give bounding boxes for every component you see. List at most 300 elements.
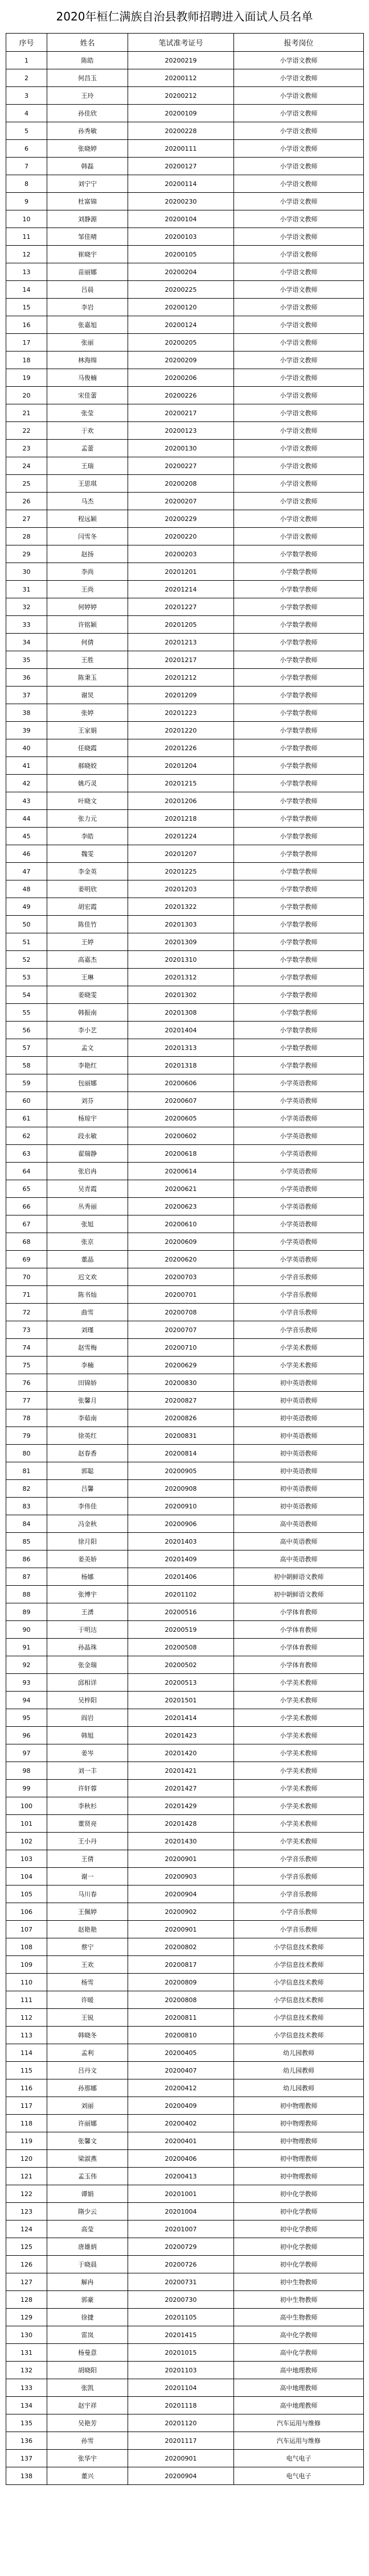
cell-position: 小学美术教师 xyxy=(234,1797,364,1815)
cell-position: 小学体育教师 xyxy=(234,1656,364,1674)
cell-position: 小学语文教师 xyxy=(234,510,364,528)
cell-position: 小学语文教师 xyxy=(234,246,364,263)
cell-exam-number: 20200412 xyxy=(128,2079,234,2097)
cell-position: 初中朝鲜语文教师 xyxy=(234,1586,364,1603)
cell-index: 123 xyxy=(6,2203,47,2221)
header-position: 报考岗位 xyxy=(234,34,364,52)
cell-exam-number: 20200910 xyxy=(128,1498,234,1515)
table-row xyxy=(6,2344,364,2362)
table-row xyxy=(6,739,364,757)
cell-name: 曲雪 xyxy=(47,1304,128,1321)
cell-position: 小学数学教师 xyxy=(234,916,364,933)
cell-exam-number: 20200602 xyxy=(128,1127,234,1145)
cell-name: 赵雪梅 xyxy=(47,1339,128,1357)
cell-index: 32 xyxy=(6,598,47,616)
cell-position: 初中生物教师 xyxy=(234,2273,364,2291)
cell-exam-number: 20200802 xyxy=(128,1938,234,1956)
cell-name: 赵春香 xyxy=(47,1445,128,1462)
cell-index: 93 xyxy=(6,1674,47,1692)
cell-index: 47 xyxy=(6,863,47,880)
table-row xyxy=(6,775,364,792)
table-row xyxy=(6,545,364,563)
cell-name: 徐英红 xyxy=(47,1427,128,1445)
cell-position: 小学语文教师 xyxy=(234,369,364,387)
cell-index: 58 xyxy=(6,1057,47,1074)
table-row xyxy=(6,1145,364,1163)
table-row xyxy=(6,1462,364,1480)
cell-name: 王倩 xyxy=(47,1850,128,1868)
table-row xyxy=(6,616,364,634)
table-row xyxy=(6,1251,364,1268)
table-row xyxy=(6,1286,364,1304)
cell-position: 初中物理教师 xyxy=(234,2150,364,2168)
table-row xyxy=(6,2221,364,2238)
table-row xyxy=(6,951,364,969)
table-row xyxy=(6,2203,364,2221)
cell-index: 129 xyxy=(6,2309,47,2326)
cell-name: 杨娜 xyxy=(47,1568,128,1586)
cell-index: 10 xyxy=(6,210,47,228)
cell-position: 小学英语教师 xyxy=(234,1163,364,1180)
table-row xyxy=(6,422,364,440)
cell-name: 吕馨 xyxy=(47,1480,128,1498)
cell-position: 小学语文教师 xyxy=(234,316,364,334)
cell-index: 83 xyxy=(6,1498,47,1515)
cell-index: 27 xyxy=(6,510,47,528)
cell-index: 95 xyxy=(6,1709,47,1727)
cell-index: 69 xyxy=(6,1251,47,1268)
cell-exam-number: 20201423 xyxy=(128,1727,234,1744)
table-row xyxy=(6,863,364,880)
table-row xyxy=(6,1445,364,1462)
table-row xyxy=(6,1357,364,1374)
table-row xyxy=(6,1568,364,1586)
cell-name: 王玲 xyxy=(47,87,128,105)
cell-name: 王欢 xyxy=(47,1956,128,1974)
cell-index: 72 xyxy=(6,1304,47,1321)
table-row xyxy=(6,933,364,951)
cell-exam-number: 20201212 xyxy=(128,669,234,687)
cell-position: 小学数学教师 xyxy=(234,933,364,951)
cell-index: 52 xyxy=(6,951,47,969)
cell-position: 小学数学教师 xyxy=(234,951,364,969)
table-row xyxy=(6,1215,364,1233)
table-row xyxy=(6,263,364,281)
cell-position: 高中英语教师 xyxy=(234,1515,364,1533)
table-row xyxy=(6,1074,364,1092)
table-row xyxy=(6,581,364,598)
cell-position: 高中化学教师 xyxy=(234,2344,364,2362)
table-row xyxy=(6,299,364,316)
cell-index: 37 xyxy=(6,687,47,704)
cell-position: 小学美术教师 xyxy=(234,1709,364,1727)
cell-name: 李艳红 xyxy=(47,1057,128,1074)
cell-index: 49 xyxy=(6,898,47,916)
cell-exam-number: 20201430 xyxy=(128,1833,234,1850)
table-row xyxy=(6,122,364,140)
cell-exam-number: 20200209 xyxy=(128,352,234,369)
cell-name: 邱相详 xyxy=(47,1674,128,1692)
cell-exam-number: 20201227 xyxy=(128,598,234,616)
cell-position: 小学信息技术教师 xyxy=(234,1938,364,1956)
table-row xyxy=(6,598,364,616)
document-title: 2020年桓仁满族自治县教师招聘进入面试人员名单 xyxy=(56,10,313,23)
cell-name: 张启冉 xyxy=(47,1163,128,1180)
cell-exam-number: 20201214 xyxy=(128,581,234,598)
cell-exam-number: 20200502 xyxy=(128,1656,234,1674)
cell-name: 陈佳竹 xyxy=(47,916,128,933)
cell-position: 小学体育教师 xyxy=(234,1621,364,1639)
cell-index: 68 xyxy=(6,1233,47,1251)
table-row xyxy=(6,404,364,422)
cell-name: 徐捷 xyxy=(47,2309,128,2326)
cell-exam-number: 20201427 xyxy=(128,1780,234,1797)
cell-name: 陈书灿 xyxy=(47,1286,128,1304)
cell-index: 70 xyxy=(6,1268,47,1286)
cell-index: 97 xyxy=(6,1744,47,1762)
cell-name: 孟文 xyxy=(47,1039,128,1057)
cell-position: 小学语文教师 xyxy=(234,87,364,105)
cell-index: 16 xyxy=(6,316,47,334)
cell-name: 杨曼意 xyxy=(47,2344,128,2362)
cell-position: 初中物理教师 xyxy=(234,2168,364,2185)
table-row xyxy=(6,2009,364,2027)
cell-name: 张馨月 xyxy=(47,1392,128,1409)
table-row xyxy=(6,651,364,669)
cell-exam-number: 20200908 xyxy=(128,1480,234,1498)
cell-index: 118 xyxy=(6,2115,47,2132)
cell-index: 24 xyxy=(6,457,47,475)
cell-exam-number: 20200902 xyxy=(128,1903,234,1921)
cell-name: 苗丽娜 xyxy=(47,263,128,281)
cell-name: 于欢 xyxy=(47,422,128,440)
cell-position: 小学英语教师 xyxy=(234,1074,364,1092)
table-row xyxy=(6,1321,364,1339)
cell-index: 22 xyxy=(6,422,47,440)
cell-exam-number: 20200831 xyxy=(128,1427,234,1445)
cell-name: 刘一丰 xyxy=(47,1762,128,1780)
cell-exam-number: 20200227 xyxy=(128,457,234,475)
table-row xyxy=(6,1709,364,1727)
table-row xyxy=(6,1374,364,1392)
cell-index: 105 xyxy=(6,1886,47,1903)
cell-exam-number: 20200217 xyxy=(128,404,234,422)
cell-position: 小学信息技术教师 xyxy=(234,2009,364,2027)
cell-exam-number: 20200111 xyxy=(128,140,234,158)
cell-exam-number: 20201120 xyxy=(128,2414,234,2432)
cell-name: 谢一 xyxy=(47,1868,128,1886)
cell-position: 初中化学教师 xyxy=(234,2238,364,2256)
cell-position: 小学语文教师 xyxy=(234,352,364,369)
table-row xyxy=(6,1903,364,1921)
cell-index: 11 xyxy=(6,228,47,246)
cell-name: 叶晓文 xyxy=(47,792,128,810)
table-row xyxy=(6,1815,364,1833)
table-row xyxy=(6,457,364,475)
table-row xyxy=(6,1586,364,1603)
cell-position: 小学信息技术教师 xyxy=(234,1974,364,1991)
cell-name: 赵扬 xyxy=(47,545,128,563)
cell-index: 74 xyxy=(6,1339,47,1357)
cell-position: 小学美术教师 xyxy=(234,1674,364,1692)
cell-position: 汽车运用与维修 xyxy=(234,2432,364,2450)
table-row xyxy=(6,1392,364,1409)
cell-index: 45 xyxy=(6,828,47,845)
cell-exam-number: 20201421 xyxy=(128,1762,234,1780)
table-row xyxy=(6,2291,364,2309)
cell-name: 孙雪 xyxy=(47,2432,128,2450)
cell-position: 小学数学教师 xyxy=(234,616,364,634)
cell-position: 小学数学教师 xyxy=(234,739,364,757)
cell-position: 小学数学教师 xyxy=(234,687,364,704)
cell-name: 王思琪 xyxy=(47,475,128,493)
table-row xyxy=(6,1268,364,1286)
cell-name: 许丽娜 xyxy=(47,2115,128,2132)
cell-name: 隋少云 xyxy=(47,2203,128,2221)
cell-position: 小学体育教师 xyxy=(234,1603,364,1621)
cell-index: 117 xyxy=(6,2097,47,2115)
cell-index: 126 xyxy=(6,2256,47,2273)
cell-position: 小学语文教师 xyxy=(234,193,364,210)
table-row xyxy=(6,105,364,122)
table-row xyxy=(6,493,364,510)
table-header-row xyxy=(6,34,364,52)
table-row xyxy=(6,87,364,105)
cell-position: 小学语文教师 xyxy=(234,299,364,316)
table-row xyxy=(6,634,364,651)
header-index: 序号 xyxy=(6,34,47,52)
cell-position: 小学英语教师 xyxy=(234,1110,364,1127)
cell-index: 41 xyxy=(6,757,47,775)
table-row xyxy=(6,246,364,263)
table-row xyxy=(6,140,364,158)
cell-name: 李小艺 xyxy=(47,1022,128,1039)
table-row xyxy=(6,1921,364,1938)
table-row xyxy=(6,1022,364,1039)
cell-index: 35 xyxy=(6,651,47,669)
cell-name: 韩晓冬 xyxy=(47,2027,128,2044)
cell-name: 翟瑞静 xyxy=(47,1145,128,1163)
cell-exam-number: 20200810 xyxy=(128,2027,234,2044)
cell-name: 杜富锦 xyxy=(47,193,128,210)
cell-position: 小学美术教师 xyxy=(234,1744,364,1762)
cell-exam-number: 20201309 xyxy=(128,933,234,951)
cell-position: 小学信息技术教师 xyxy=(234,2027,364,2044)
cell-index: 5 xyxy=(6,122,47,140)
cell-position: 小学语文教师 xyxy=(234,457,364,475)
cell-index: 130 xyxy=(6,2326,47,2344)
cell-name: 张华宇 xyxy=(47,2450,128,2467)
cell-index: 67 xyxy=(6,1215,47,1233)
cell-position: 小学数学教师 xyxy=(234,757,364,775)
cell-index: 54 xyxy=(6,986,47,1004)
table-row xyxy=(6,792,364,810)
cell-index: 81 xyxy=(6,1462,47,1480)
cell-index: 61 xyxy=(6,1110,47,1127)
cell-index: 8 xyxy=(6,175,47,193)
table-row xyxy=(6,475,364,493)
cell-index: 115 xyxy=(6,2062,47,2079)
cell-name: 刘宁宁 xyxy=(47,175,128,193)
cell-index: 89 xyxy=(6,1603,47,1621)
cell-exam-number: 20201117 xyxy=(128,2432,234,2450)
cell-position: 初中物理教师 xyxy=(234,2115,364,2132)
cell-index: 101 xyxy=(6,1815,47,1833)
cell-name: 王琳 xyxy=(47,969,128,986)
cell-index: 131 xyxy=(6,2344,47,2362)
cell-exam-number: 20201104 xyxy=(128,2379,234,2397)
cell-exam-number: 20201015 xyxy=(128,2344,234,2362)
cell-position: 初中化学教师 xyxy=(234,2256,364,2273)
cell-name: 崔晓宇 xyxy=(47,246,128,263)
cell-name: 马俊楠 xyxy=(47,369,128,387)
table-row xyxy=(6,1110,364,1127)
cell-exam-number: 20201102 xyxy=(128,1586,234,1603)
cell-position: 小学体育教师 xyxy=(234,1639,364,1656)
cell-exam-number: 20200731 xyxy=(128,2273,234,2291)
cell-exam-number: 20201206 xyxy=(128,792,234,810)
cell-exam-number: 20201302 xyxy=(128,986,234,1004)
cell-exam-number: 20201428 xyxy=(128,1815,234,1833)
cell-name: 许轩蓉 xyxy=(47,1780,128,1797)
cell-exam-number: 20201213 xyxy=(128,634,234,651)
cell-index: 44 xyxy=(6,810,47,828)
table-row xyxy=(6,1092,364,1110)
cell-exam-number: 20200405 xyxy=(128,2044,234,2062)
cell-position: 小学美术教师 xyxy=(234,1692,364,1709)
table-row xyxy=(6,1868,364,1886)
cell-exam-number: 20201226 xyxy=(128,739,234,757)
cell-position: 初中化学教师 xyxy=(234,2203,364,2221)
table-row xyxy=(6,1515,364,1533)
cell-name: 李岩 xyxy=(47,299,128,316)
cell-exam-number: 20200413 xyxy=(128,2168,234,2185)
cell-position: 小学语文教师 xyxy=(234,52,364,69)
cell-exam-number: 20200730 xyxy=(128,2291,234,2309)
cell-index: 3 xyxy=(6,87,47,105)
cell-name: 王锐 xyxy=(47,2009,128,2027)
cell-index: 39 xyxy=(6,722,47,739)
cell-name: 赵艳艳 xyxy=(47,1921,128,1938)
cell-position: 小学数学教师 xyxy=(234,792,364,810)
cell-position: 小学数学教师 xyxy=(234,986,364,1004)
cell-index: 9 xyxy=(6,193,47,210)
table-row xyxy=(6,1304,364,1321)
cell-index: 103 xyxy=(6,1850,47,1868)
cell-position: 初中朝鲜语文教师 xyxy=(234,1568,364,1586)
cell-index: 66 xyxy=(6,1198,47,1215)
table-row xyxy=(6,1780,364,1797)
cell-position: 小学数学教师 xyxy=(234,545,364,563)
cell-name: 唐雄炳 xyxy=(47,2238,128,2256)
cell-position: 小学音乐教师 xyxy=(234,1868,364,1886)
cell-name: 陈秉玉 xyxy=(47,669,128,687)
cell-index: 120 xyxy=(6,2150,47,2168)
cell-name: 李楠 xyxy=(47,1357,128,1374)
cell-exam-number: 20201223 xyxy=(128,704,234,722)
cell-exam-number: 20200124 xyxy=(128,316,234,334)
cell-name: 王家娟 xyxy=(47,722,128,739)
cell-name: 韩振南 xyxy=(47,1004,128,1022)
cell-name: 解冉 xyxy=(47,2273,128,2291)
cell-position: 初中化学教师 xyxy=(234,2185,364,2203)
cell-name: 张旭 xyxy=(47,1215,128,1233)
table-row xyxy=(6,1127,364,1145)
cell-index: 15 xyxy=(6,299,47,316)
cell-name: 王瑞 xyxy=(47,457,128,475)
table-row xyxy=(6,1797,364,1815)
cell-position: 初中英语教师 xyxy=(234,1392,364,1409)
cell-index: 134 xyxy=(6,2397,47,2414)
cell-index: 133 xyxy=(6,2379,47,2397)
cell-exam-number: 20201209 xyxy=(128,687,234,704)
cell-index: 114 xyxy=(6,2044,47,2062)
cell-exam-number: 20200226 xyxy=(128,387,234,404)
cell-exam-number: 20201118 xyxy=(128,2397,234,2414)
cell-exam-number: 20200811 xyxy=(128,2009,234,2027)
header-name: 姓名 xyxy=(47,34,128,52)
cell-position: 小学音乐教师 xyxy=(234,1268,364,1286)
cell-index: 46 xyxy=(6,845,47,863)
cell-index: 127 xyxy=(6,2273,47,2291)
cell-exam-number: 20201220 xyxy=(128,722,234,739)
table-row xyxy=(6,528,364,545)
cell-exam-number: 20200729 xyxy=(128,2238,234,2256)
cell-index: 135 xyxy=(6,2414,47,2432)
cell-name: 吴青霞 xyxy=(47,1180,128,1198)
cell-name: 张金瑞 xyxy=(47,1656,128,1674)
cell-exam-number: 20201501 xyxy=(128,1692,234,1709)
cell-name: 郭聪 xyxy=(47,1462,128,1480)
table-row xyxy=(6,2168,364,2185)
table-row xyxy=(6,1198,364,1215)
table-row xyxy=(6,1163,364,1180)
cell-exam-number: 20201201 xyxy=(128,563,234,581)
cell-exam-number: 20200809 xyxy=(128,1974,234,1991)
cell-position: 小学数学教师 xyxy=(234,775,364,792)
table-row xyxy=(6,1603,364,1621)
cell-position: 小学美术教师 xyxy=(234,1357,364,1374)
cell-name: 陈皓 xyxy=(47,52,128,69)
table-row xyxy=(6,193,364,210)
cell-index: 113 xyxy=(6,2027,47,2044)
cell-position: 小学英语教师 xyxy=(234,1145,364,1163)
cell-name: 徐月阳 xyxy=(47,1533,128,1550)
cell-exam-number: 20200701 xyxy=(128,1286,234,1304)
cell-name: 王小丹 xyxy=(47,1833,128,1850)
cell-index: 2 xyxy=(6,69,47,87)
cell-index: 42 xyxy=(6,775,47,792)
cell-exam-number: 20201105 xyxy=(128,2309,234,2326)
table-row xyxy=(6,1656,364,1674)
cell-position: 小学数学教师 xyxy=(234,880,364,898)
cell-position: 小学美术教师 xyxy=(234,1833,364,1850)
cell-position: 小学美术教师 xyxy=(234,1762,364,1780)
cell-index: 55 xyxy=(6,1004,47,1022)
table-row xyxy=(6,2273,364,2291)
cell-index: 13 xyxy=(6,263,47,281)
cell-index: 12 xyxy=(6,246,47,263)
cell-name: 宋佳蕾 xyxy=(47,387,128,404)
cell-name: 李皓 xyxy=(47,828,128,845)
cell-name: 高莹 xyxy=(47,2221,128,2238)
table-row xyxy=(6,986,364,1004)
cell-name: 孟玉伟 xyxy=(47,2168,128,2185)
table-row xyxy=(6,1004,364,1022)
cell-index: 111 xyxy=(6,1991,47,2009)
cell-position: 小学音乐教师 xyxy=(234,1304,364,1321)
cell-exam-number: 20200605 xyxy=(128,1110,234,1127)
